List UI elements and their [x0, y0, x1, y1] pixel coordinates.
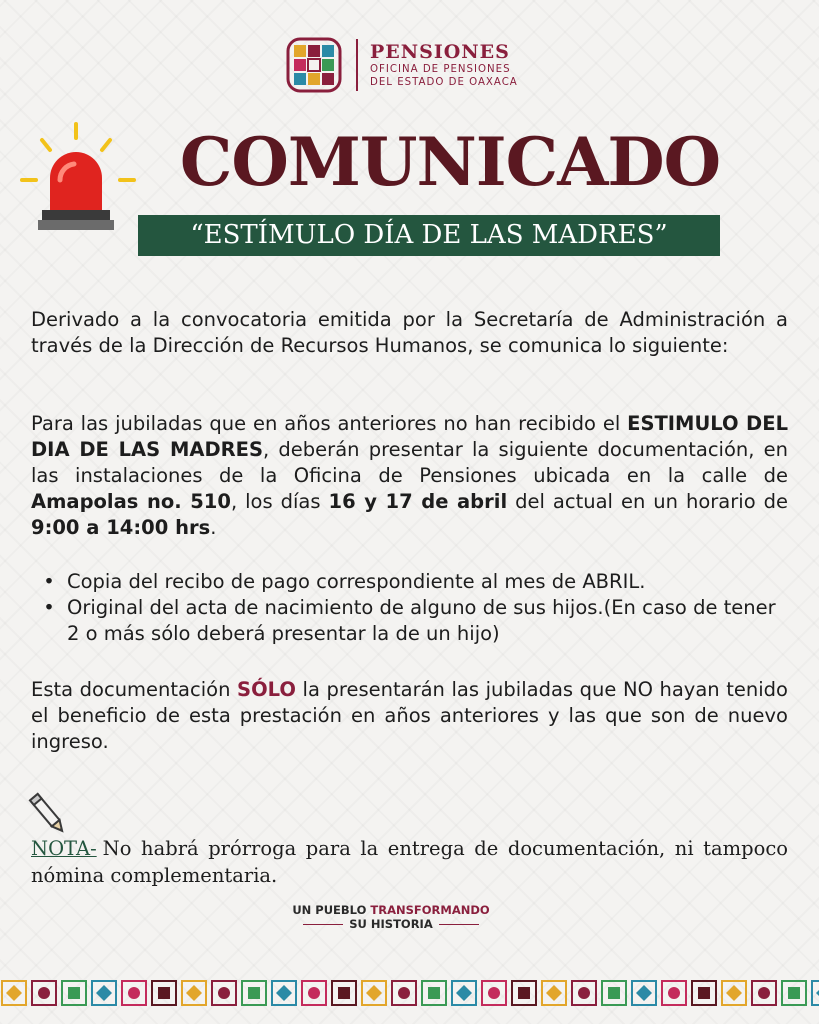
border-tile: [482, 981, 506, 1005]
intro-paragraph: [31, 307, 788, 359]
slogan-part2: TRANSFORMANDO: [370, 903, 490, 917]
scope-paragraph: [31, 677, 788, 755]
list-item-text: Copia del recibo de pago correspondiente al mes de ABRIL.: [67, 570, 646, 593]
border-tile: [122, 981, 146, 1005]
border-tile: [182, 981, 206, 1005]
border-tile: [782, 981, 806, 1005]
border-tile: [572, 981, 596, 1005]
bullet-icon: •: [43, 570, 55, 593]
instructions-text-2: , deberán presentar la siguiente documentación, en las instalaciones de la Oficina de Pensiones ubicada en la calle de: [31, 438, 788, 487]
bullet-icon: •: [43, 596, 55, 619]
slogan-line2: [286, 917, 496, 931]
slogan-rule-right: [439, 924, 479, 925]
scope-text-2: la presentarán las jubiladas que NO hayan tenido el beneficio de esta prestación en años anteriores y las que son de nuevo ingreso.: [31, 678, 788, 753]
instructions-text-1: Para las jubiladas que en años anteriores no han recibido el: [31, 412, 628, 435]
border-tile: [602, 981, 626, 1005]
scope-text: [31, 677, 788, 755]
border-tile: [692, 981, 716, 1005]
instructions-bold-2: Amapolas no. 510: [31, 490, 231, 513]
scope-bold: SÓLO: [237, 678, 296, 701]
logo-text: [370, 41, 518, 89]
border-tile: [422, 981, 446, 1005]
logo-subtitle-line2: DEL ESTADO DE OAXACA: [370, 77, 518, 88]
subtitle-banner: “ESTÍMULO DÍA DE LAS MADRES”: [138, 215, 720, 256]
note-text: No habrá prórroga para la entrega de documentación, ni tampoco nómina complementaria.: [31, 837, 788, 887]
border-tile: [542, 981, 566, 1005]
border-tile: [632, 981, 656, 1005]
instructions-text-5: .: [210, 516, 217, 539]
logo-subtitle-line1: OFICINA DE PENSIONES: [370, 64, 511, 75]
border-tile: [272, 981, 296, 1005]
logo-title: PENSIONES: [370, 41, 510, 63]
border-tile: [362, 981, 386, 1005]
list-item: [31, 569, 788, 595]
border-tile: [332, 981, 356, 1005]
instructions-text-4: del actual en un horario de: [507, 490, 788, 513]
border-tile: [452, 981, 476, 1005]
instructions-bold-1: ESTIMULO DEL DIA DE LAS MADRES: [31, 412, 788, 461]
scope-text-1: Esta documentación: [31, 678, 238, 701]
border-tile: [92, 981, 116, 1005]
border-tile: [32, 981, 56, 1005]
list-item-text: Original del acta de nacimiento de alguno de sus hijos.(En caso de tener 2 o más sólo deberá presentar la de un hijo): [67, 596, 776, 645]
pensiones-logo-icon: [286, 37, 342, 93]
intro-text: Derivado a la convocatoria emitida por la Secretaría de Administración a través de la Dirección de Recursos Humanos, se comunica lo siguiente:: [31, 308, 788, 357]
list-item: [31, 595, 788, 647]
border-tile: [152, 981, 176, 1005]
border-tile: [302, 981, 326, 1005]
border-tile: [512, 981, 536, 1005]
border-tile: [812, 981, 819, 1005]
slogan-rule-left: [303, 924, 343, 925]
instructions-text-3: , los días: [230, 490, 329, 513]
border-tile: [212, 981, 236, 1005]
slogan: [286, 903, 496, 931]
header-logo: [286, 34, 518, 96]
slogan-part3: SU HISTORIA: [349, 917, 433, 931]
border-tile: [662, 981, 686, 1005]
slogan-line1: [286, 903, 496, 917]
pencil-icon: [28, 790, 68, 838]
instructions-text: [31, 411, 788, 541]
logo-divider: [356, 39, 358, 91]
border-tile: [242, 981, 266, 1005]
border-tile: [62, 981, 86, 1005]
instructions-bold-3: 16 y 17 de abril: [328, 490, 508, 513]
slogan-part1: UN PUEBLO: [292, 903, 371, 917]
border-tile: [392, 981, 416, 1005]
border-tile: [752, 981, 776, 1005]
note-label: NOTA-: [31, 837, 97, 860]
decorative-border: [0, 978, 819, 1008]
instructions-bold-4: 9:00 a 14:00 hrs: [31, 516, 211, 539]
note: [31, 835, 788, 889]
page-title: COMUNICADO: [179, 123, 721, 201]
border-tile: [722, 981, 746, 1005]
requirements-list: [31, 569, 788, 647]
siren-icon: [16, 120, 140, 236]
border-tile: [2, 981, 26, 1005]
instructions-paragraph: [31, 411, 788, 541]
